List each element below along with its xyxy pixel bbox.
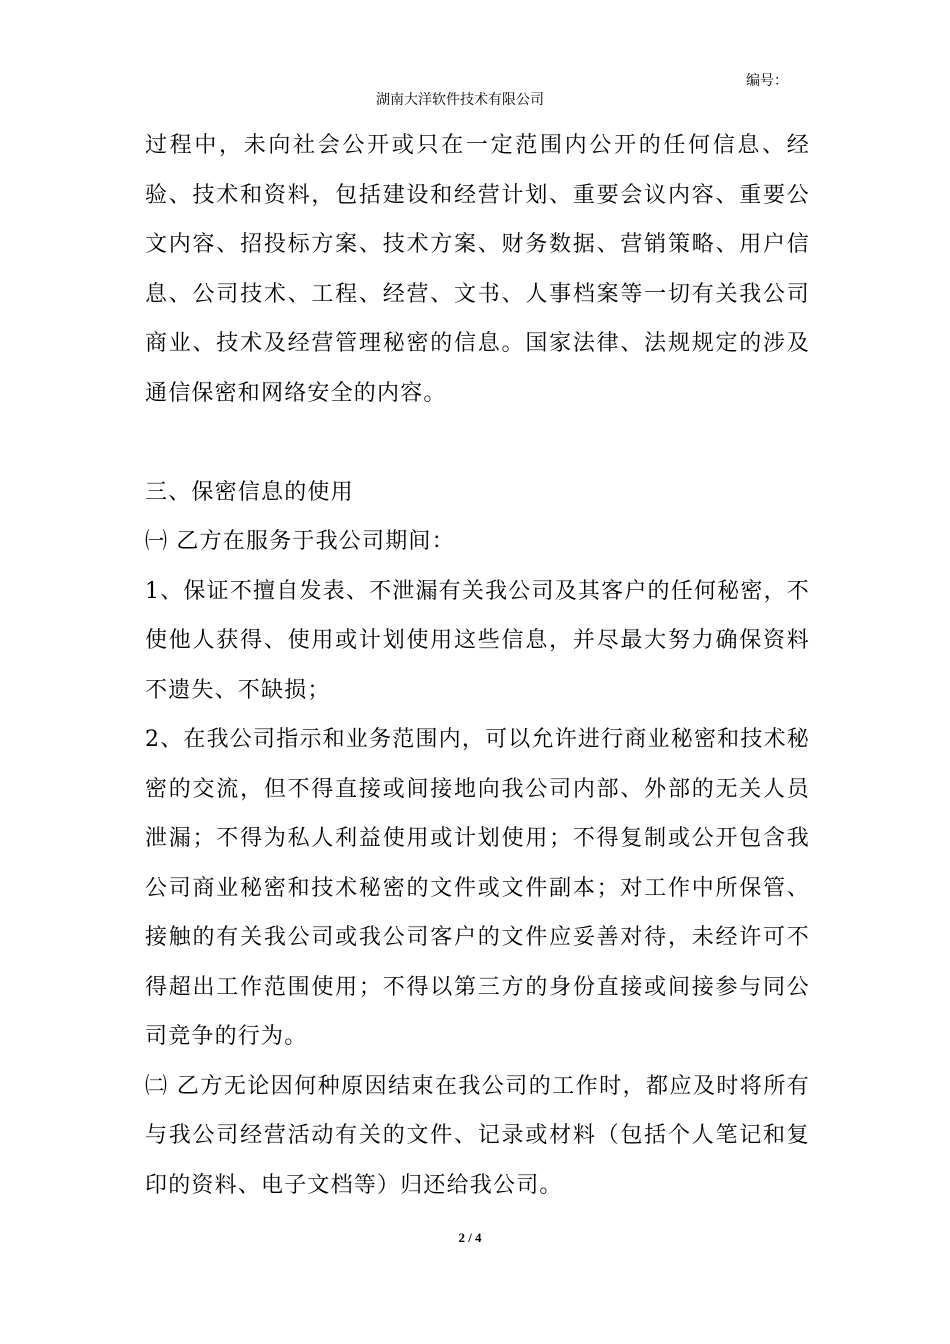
company-name-header: 湖南大洋软件技术有限公司 [376,92,544,108]
page-indicator: 2 / 4 [458,1230,482,1245]
document-body [145,121,810,1210]
clause-item-2: 2、在我公司指示和业务范围内，可以允许进行商业秘密和技术秘密的交流，但不得直接或间接地向我公司内部、外部的无关人员泄漏；不得为私人利益使用或计划使用；不得复制或公开包含我公司商业秘密和技术秘密的文件或文件副本；对工作中所保管、接触的有关我公司或我公司客户的文件应妥善对待，未经许可不得超出工作范围使用；不得以第三方的身份直接或间接参与同公司竞争的行为。 [145,727,810,1049]
subsection-during-service: ㈠ 乙方在服务于我公司期间： [145,529,455,554]
clause-item-1: 1、保证不擅自发表、不泄漏有关我公司及其客户的任何秘密，不使他人获得、使用或计划使用这些信息，并尽最大努力确保资料不遗失、不缺损； [145,578,810,703]
paragraph-spacer [145,418,810,468]
document-number-label: 编号： [746,73,788,89]
subsection-on-termination: ㈡ 乙方无论因何种原因结束在我公司的工作时，都应及时将所有与我公司经营活动有关的文件、记录或材料（包括个人笔记和复印的资料、电子文档等）归还给我公司。 [145,1073,810,1198]
section-title-use-of-confidential-info: 三、保密信息的使用 [145,479,354,505]
paragraph-confidential-scope: 过程中，未向社会公开或只在一定范围内公开的任何信息、经验、技术和资料，包括建设和经营计划、重要会议内容、重要公文内容、招投标方案、技术方案、财务数据、营销策略、用户信息、公司技术、工程、经营、文书、人事档案等一切有关我公司商业、技术及经营管理秘密的信息。国家法律、法规规定的涉及通信保密和网络安全的内容。 [145,133,810,406]
